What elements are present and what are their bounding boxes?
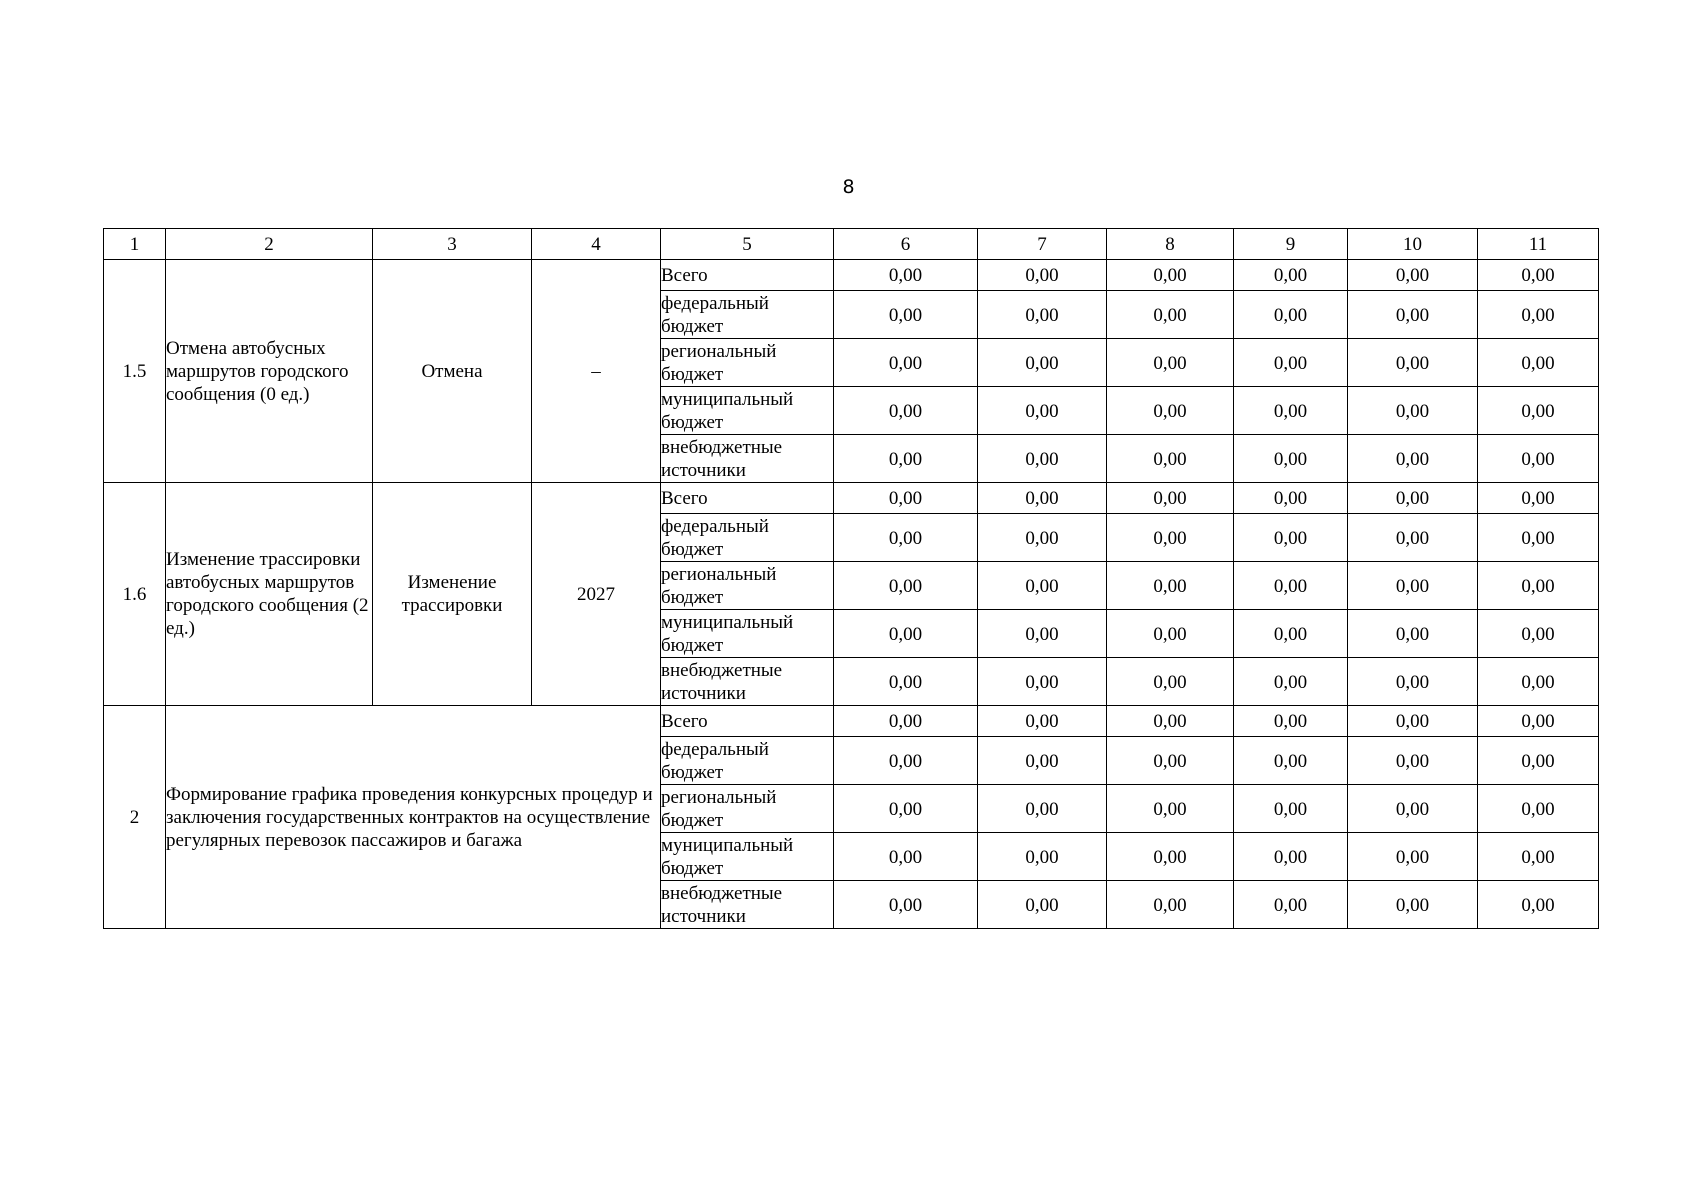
page-number: 8 <box>842 176 855 198</box>
amount-cell: 0,00 <box>1478 339 1599 387</box>
amount-cell: 0,00 <box>1478 291 1599 339</box>
amount-cell: 0,00 <box>1234 387 1348 435</box>
amount-cell: 0,00 <box>1478 387 1599 435</box>
funding-source: федеральный бюджет <box>661 514 834 562</box>
amount-cell: 0,00 <box>1348 291 1478 339</box>
amount-cell: 0,00 <box>1348 610 1478 658</box>
amount-cell: 0,00 <box>978 737 1107 785</box>
amount-cell: 0,00 <box>1107 737 1234 785</box>
amount-cell: 0,00 <box>834 658 978 706</box>
amount-cell: 0,00 <box>1478 881 1599 929</box>
amount-cell: 0,00 <box>978 387 1107 435</box>
funding-source: муниципальный бюджет <box>661 387 834 435</box>
amount-cell: 0,00 <box>978 658 1107 706</box>
amount-cell: 0,00 <box>1234 435 1348 483</box>
amount-cell: 0,00 <box>1348 260 1478 291</box>
financing-table <box>103 228 1599 929</box>
amount-cell: 0,00 <box>978 881 1107 929</box>
amount-cell: 0,00 <box>1107 562 1234 610</box>
amount-cell: 0,00 <box>1348 435 1478 483</box>
table-row <box>104 260 1599 291</box>
amount-cell: 0,00 <box>1348 387 1478 435</box>
amount-cell: 0,00 <box>834 260 978 291</box>
header-cell: 1 <box>104 229 166 260</box>
amount-cell: 0,00 <box>1348 706 1478 737</box>
item-number: 1.5 <box>104 260 166 483</box>
funding-source: федеральный бюджет <box>661 737 834 785</box>
amount-cell: 0,00 <box>1107 785 1234 833</box>
amount-cell: 0,00 <box>1234 785 1348 833</box>
amount-cell: 0,00 <box>834 562 978 610</box>
amount-cell: 0,00 <box>1348 483 1478 514</box>
item-number: 1.6 <box>104 483 166 706</box>
amount-cell: 0,00 <box>1478 562 1599 610</box>
amount-cell: 0,00 <box>1478 658 1599 706</box>
funding-source: региональный бюджет <box>661 339 834 387</box>
amount-cell: 0,00 <box>1107 291 1234 339</box>
amount-cell: 0,00 <box>1478 706 1599 737</box>
header-cell: 9 <box>1234 229 1348 260</box>
amount-cell: 0,00 <box>834 785 978 833</box>
amount-cell: 0,00 <box>1107 339 1234 387</box>
amount-cell: 0,00 <box>1478 737 1599 785</box>
amount-cell: 0,00 <box>834 435 978 483</box>
amount-cell: 0,00 <box>1348 514 1478 562</box>
amount-cell: 0,00 <box>1348 658 1478 706</box>
header-cell: 4 <box>532 229 661 260</box>
amount-cell: 0,00 <box>834 610 978 658</box>
amount-cell: 0,00 <box>1478 514 1599 562</box>
table-row <box>104 706 1599 737</box>
header-cell: 6 <box>834 229 978 260</box>
amount-cell: 0,00 <box>834 339 978 387</box>
funding-source: региональный бюджет <box>661 562 834 610</box>
amount-cell: 0,00 <box>978 260 1107 291</box>
item-year: 2027 <box>532 483 661 706</box>
amount-cell: 0,00 <box>1348 562 1478 610</box>
amount-cell: 0,00 <box>1107 435 1234 483</box>
amount-cell: 0,00 <box>978 833 1107 881</box>
header-cell: 8 <box>1107 229 1234 260</box>
funding-source: внебюджетные источники <box>661 881 834 929</box>
amount-cell: 0,00 <box>1348 785 1478 833</box>
amount-cell: 0,00 <box>1234 291 1348 339</box>
amount-cell: 0,00 <box>1107 833 1234 881</box>
amount-cell: 0,00 <box>978 706 1107 737</box>
amount-cell: 0,00 <box>1107 483 1234 514</box>
amount-cell: 0,00 <box>1348 833 1478 881</box>
header-cell: 10 <box>1348 229 1478 260</box>
item-name: Формирование графика проведения конкурсных процедур и заключения государственных контрактов на осуществление регулярных перевозок пассажиров и багажа <box>166 706 661 929</box>
amount-cell: 0,00 <box>1234 658 1348 706</box>
amount-cell: 0,00 <box>1234 483 1348 514</box>
amount-cell: 0,00 <box>1478 260 1599 291</box>
funding-source: Всего <box>661 483 834 514</box>
amount-cell: 0,00 <box>1478 833 1599 881</box>
header-cell: 3 <box>373 229 532 260</box>
amount-cell: 0,00 <box>1348 339 1478 387</box>
amount-cell: 0,00 <box>978 291 1107 339</box>
amount-cell: 0,00 <box>1234 737 1348 785</box>
header-cell: 11 <box>1478 229 1599 260</box>
amount-cell: 0,00 <box>1348 881 1478 929</box>
item-name: Отмена автобусных маршрутов городского сообщения (0 ед.) <box>166 260 373 483</box>
header-cell: 7 <box>978 229 1107 260</box>
amount-cell: 0,00 <box>1234 881 1348 929</box>
amount-cell: 0,00 <box>978 514 1107 562</box>
amount-cell: 0,00 <box>1234 706 1348 737</box>
amount-cell: 0,00 <box>1107 706 1234 737</box>
amount-cell: 0,00 <box>1478 483 1599 514</box>
header-cell: 2 <box>166 229 373 260</box>
amount-cell: 0,00 <box>1234 562 1348 610</box>
amount-cell: 0,00 <box>834 514 978 562</box>
amount-cell: 0,00 <box>978 785 1107 833</box>
amount-cell: 0,00 <box>834 483 978 514</box>
amount-cell: 0,00 <box>1107 658 1234 706</box>
funding-source: муниципальный бюджет <box>661 833 834 881</box>
funding-source: федеральный бюджет <box>661 291 834 339</box>
item-name: Изменение трассировки автобусных маршрутов городского сообщения (2 ед.) <box>166 483 373 706</box>
amount-cell: 0,00 <box>978 435 1107 483</box>
amount-cell: 0,00 <box>1234 610 1348 658</box>
funding-source: Всего <box>661 260 834 291</box>
amount-cell: 0,00 <box>1478 785 1599 833</box>
amount-cell: 0,00 <box>1107 514 1234 562</box>
item-action: Отмена <box>373 260 532 483</box>
amount-cell: 0,00 <box>1107 881 1234 929</box>
item-action: Изменение трассировки <box>373 483 532 706</box>
funding-source: региональный бюджет <box>661 785 834 833</box>
amount-cell: 0,00 <box>1234 260 1348 291</box>
amount-cell: 0,00 <box>1234 339 1348 387</box>
header-cell: 5 <box>661 229 834 260</box>
amount-cell: 0,00 <box>1107 387 1234 435</box>
amount-cell: 0,00 <box>1107 260 1234 291</box>
funding-source: Всего <box>661 706 834 737</box>
amount-cell: 0,00 <box>978 610 1107 658</box>
amount-cell: 0,00 <box>1234 833 1348 881</box>
amount-cell: 0,00 <box>834 833 978 881</box>
amount-cell: 0,00 <box>834 706 978 737</box>
funding-source: внебюджетные источники <box>661 658 834 706</box>
table-row <box>104 483 1599 514</box>
amount-cell: 0,00 <box>834 291 978 339</box>
amount-cell: 0,00 <box>978 483 1107 514</box>
amount-cell: 0,00 <box>834 881 978 929</box>
amount-cell: 0,00 <box>1107 610 1234 658</box>
amount-cell: 0,00 <box>1478 610 1599 658</box>
item-number: 2 <box>104 706 166 929</box>
amount-cell: 0,00 <box>978 339 1107 387</box>
funding-source: муниципальный бюджет <box>661 610 834 658</box>
amount-cell: 0,00 <box>1234 514 1348 562</box>
item-year: – <box>532 260 661 483</box>
amount-cell: 0,00 <box>834 387 978 435</box>
funding-source: внебюджетные источники <box>661 435 834 483</box>
amount-cell: 0,00 <box>1348 737 1478 785</box>
header-row <box>104 229 1599 260</box>
amount-cell: 0,00 <box>978 562 1107 610</box>
amount-cell: 0,00 <box>834 737 978 785</box>
amount-cell: 0,00 <box>1478 435 1599 483</box>
